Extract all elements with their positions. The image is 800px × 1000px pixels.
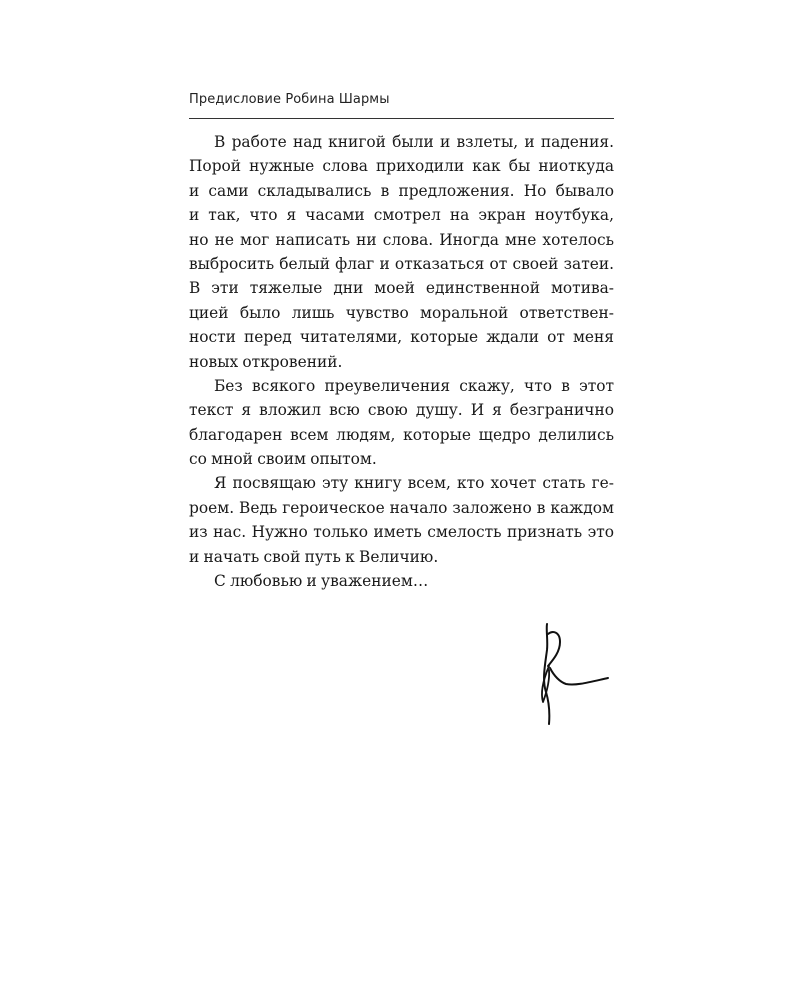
text-line: текст я вложил всю свою душу. И я безгранично: [189, 401, 614, 420]
text-line: В работе над книгой были и взлеты, и падения.: [214, 133, 614, 151]
text-line: со мной своим опытом.: [189, 450, 377, 469]
text-line: В эти тяжелые дни моей единственной мотива-: [189, 279, 614, 298]
text-line: цией было лишь чувство моральной ответствен-: [189, 303, 614, 322]
text-line: Без всякого преувеличения скажу, что в этот: [214, 376, 614, 395]
text-line: ности перед читателями, которые ждали от меня: [189, 328, 614, 347]
body-text: [189, 130, 614, 593]
text-line: благодарен всем людям, которые щедро делились: [189, 425, 614, 444]
text-line: Порой нужные слова приходили как бы ниоткуда: [189, 157, 614, 176]
header-rule: [189, 118, 614, 119]
paragraph: [189, 569, 614, 593]
running-head: Предисловие Робина Шармы: [189, 92, 390, 107]
text-line: из нас. Нужно только иметь смелость признать это: [189, 523, 614, 542]
text-line: но не мог написать ни слова. Иногда мне хотелось: [189, 230, 614, 249]
closing-line: С любовью и уважением…: [214, 572, 429, 591]
text-line: и так, что я часами смотрел на экран ноутбука,: [189, 206, 614, 225]
text-line: и сами складывались в предложения. Но бывало: [189, 181, 614, 200]
text-line: новых откровений.: [189, 352, 343, 371]
text-line: выбросить белый флаг и отказаться от своей затеи.: [189, 254, 614, 273]
text-line: и начать свой путь к Величию.: [189, 547, 439, 566]
signature-image: [520, 620, 620, 730]
paragraph: [189, 374, 614, 472]
paragraph: [189, 471, 614, 569]
paragraph: [189, 130, 614, 374]
text-line: Я посвящаю эту книгу всем, кто хочет стать ге-: [214, 474, 614, 493]
text-line: роем. Ведь героическое начало заложено в каждом: [189, 498, 614, 517]
